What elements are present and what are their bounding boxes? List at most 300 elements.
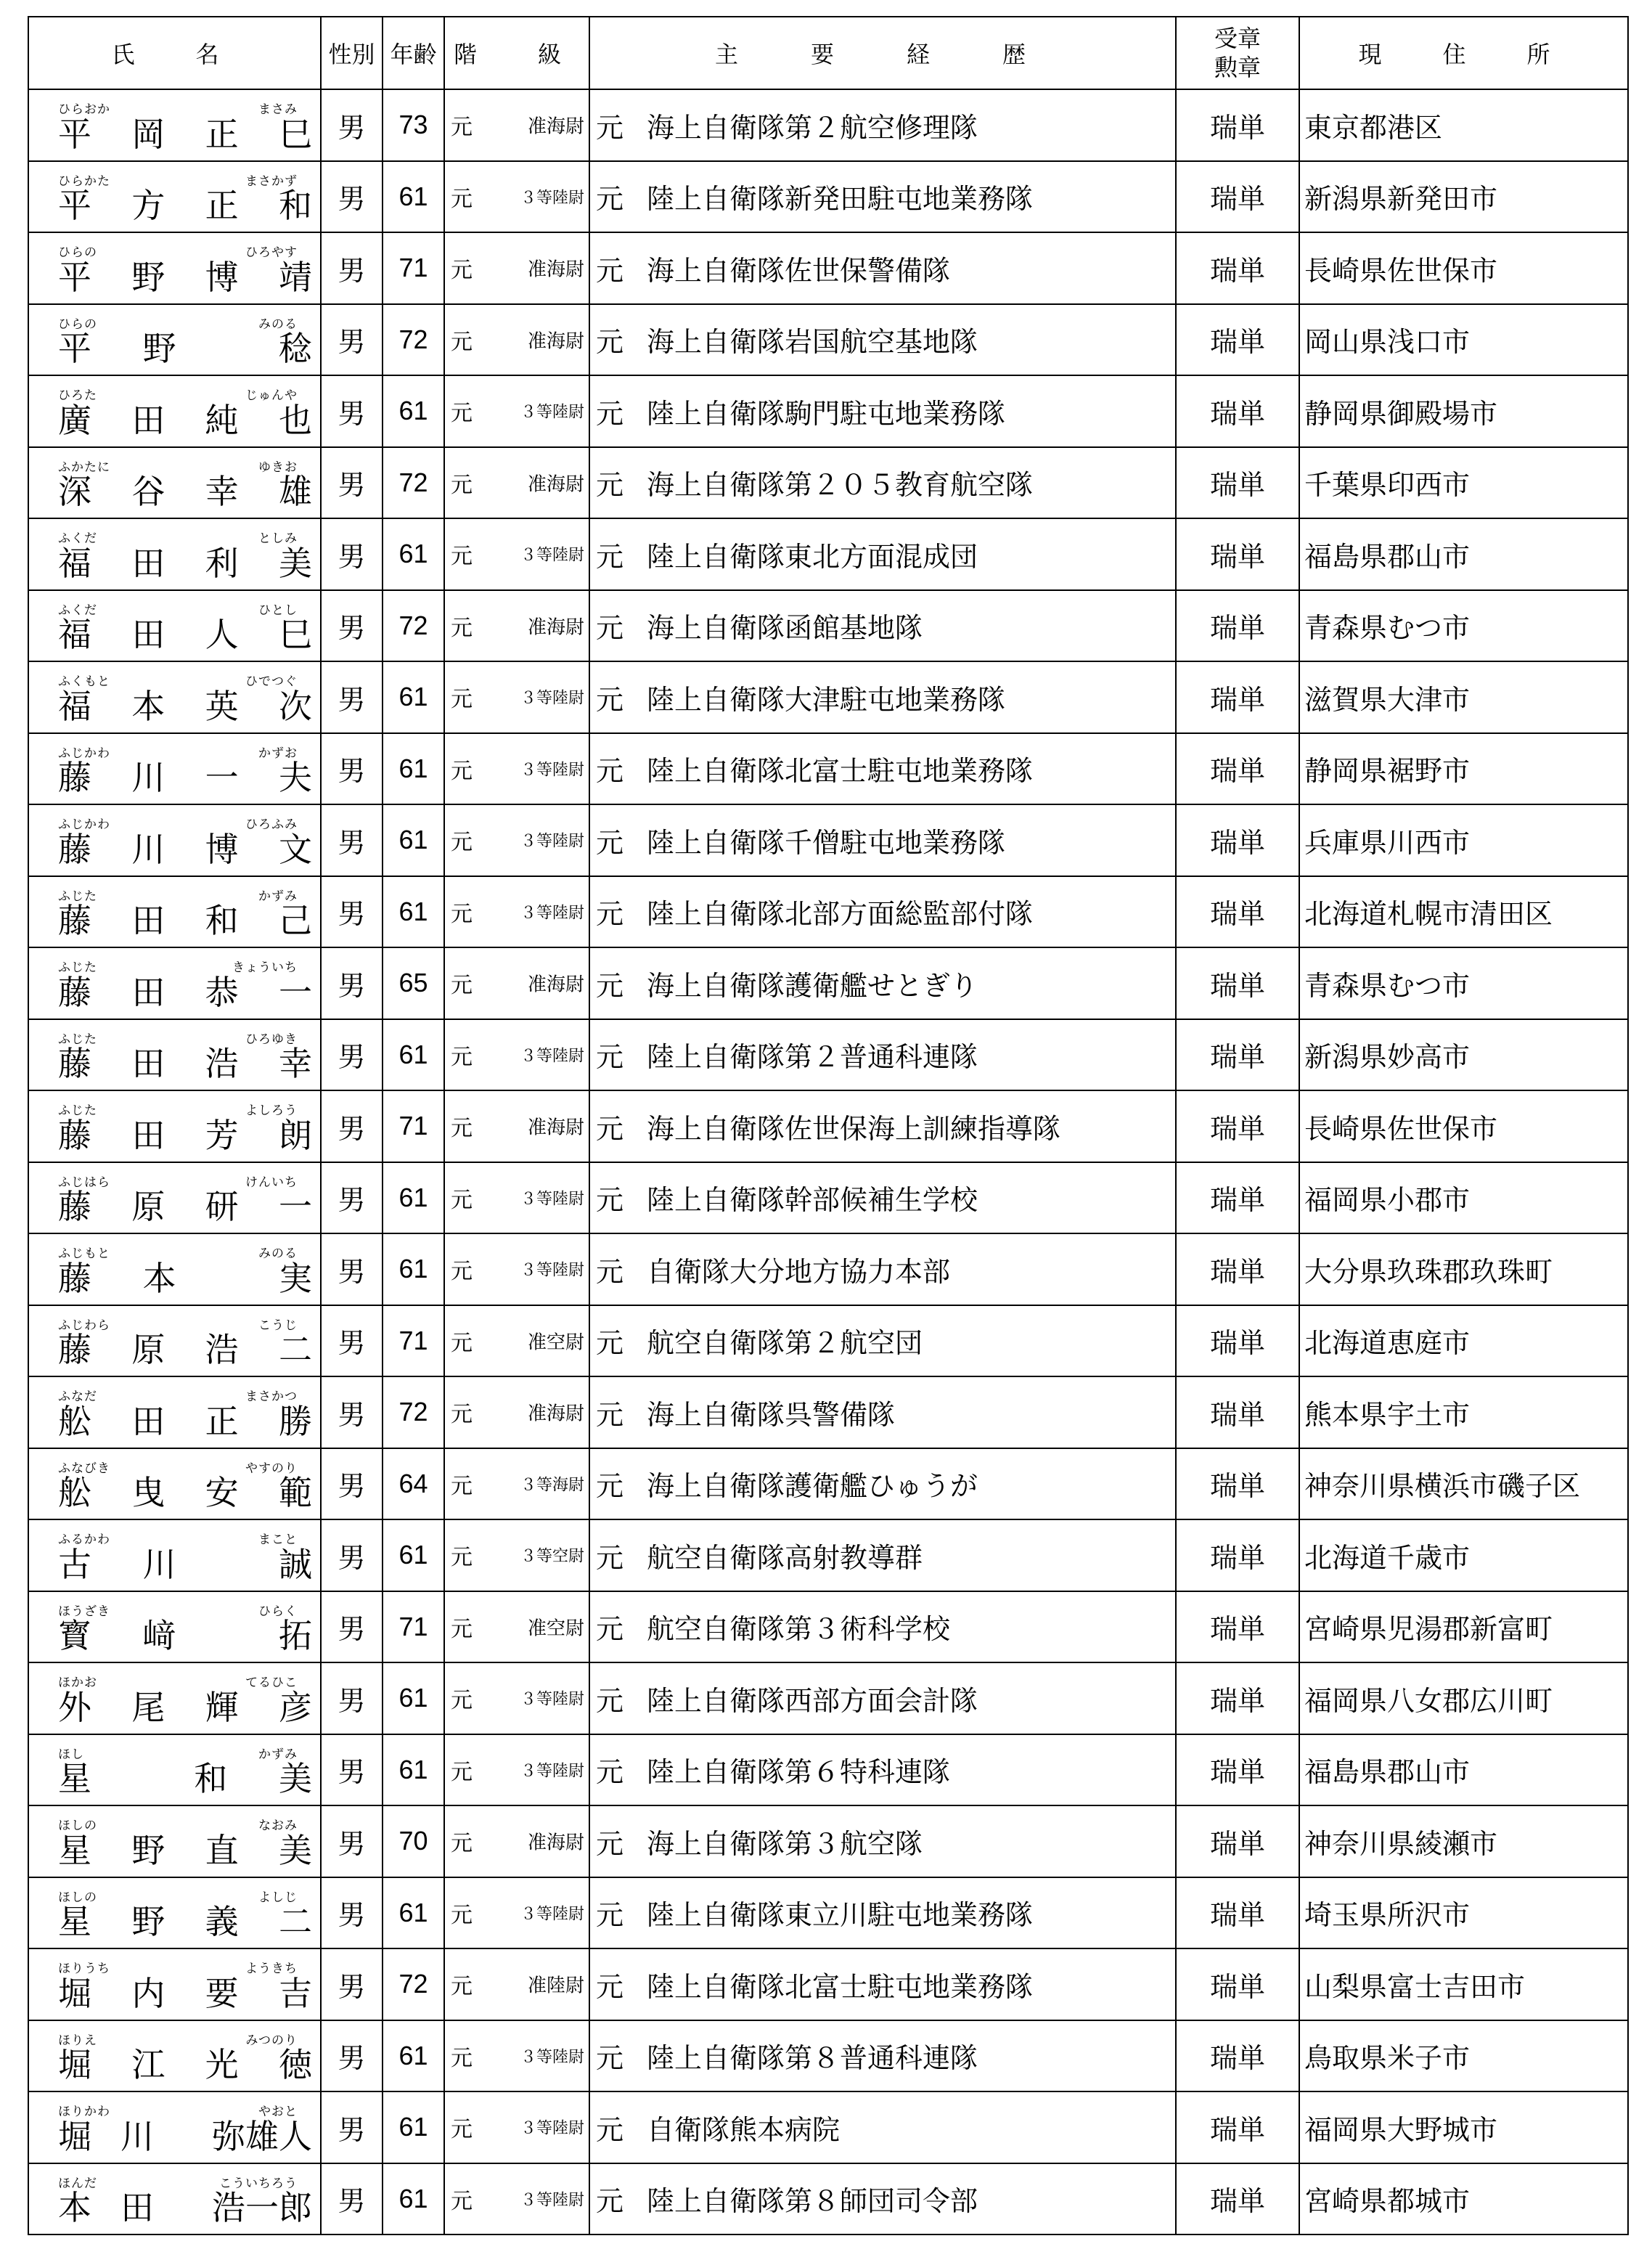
surname-reading: ひらおか <box>58 102 110 117</box>
career-prefix: 元 <box>596 1684 624 1717</box>
rank-prefix: 元 <box>451 1688 473 1714</box>
surname-reading: ふじた <box>58 889 97 904</box>
table-row <box>28 2091 1628 2163</box>
medal-cell: 瑞単 <box>1176 947 1299 1019</box>
career-cell <box>589 447 1176 519</box>
given-name-reading: こういちろう <box>219 2176 298 2191</box>
career-cell <box>589 1376 1176 1448</box>
address-cell: 宮崎県児湯郡新富町 <box>1299 1591 1628 1663</box>
table-row <box>28 733 1628 805</box>
age-cell: 61 <box>383 804 444 876</box>
medal-cell: 瑞単 <box>1176 1448 1299 1520</box>
rank-cell <box>444 733 589 805</box>
surname-reading: ふくもと <box>58 674 110 689</box>
rank-value: ３等陸尉 <box>520 904 584 923</box>
table-row <box>28 1948 1628 2020</box>
career-prefix: 元 <box>596 469 624 502</box>
table-row <box>28 375 1628 447</box>
header-sex: 性別 <box>321 17 383 89</box>
awardee-roster-table <box>28 16 1629 2235</box>
age-cell: 72 <box>383 1948 444 2020</box>
age-cell: 61 <box>383 2020 444 2092</box>
header-age: 年齢 <box>383 17 444 89</box>
full-name <box>58 1752 312 1800</box>
header-address: 現 住 所 <box>1299 17 1628 89</box>
full-name <box>58 1323 312 1371</box>
career-value: 海上自衛隊第２０５教育航空隊 <box>647 469 1034 502</box>
name-cell <box>28 1305 321 1377</box>
rank-cell <box>444 1305 589 1377</box>
name-cell <box>28 518 321 590</box>
age-cell: 70 <box>383 1805 444 1877</box>
full-name <box>58 1967 312 2015</box>
career-prefix: 元 <box>596 1041 624 1074</box>
rank-value: ３等陸尉 <box>520 1905 584 1924</box>
sex-cell: 男 <box>321 1448 383 1520</box>
age-cell: 72 <box>383 1376 444 1448</box>
table-row <box>28 947 1628 1019</box>
name-char: 人 <box>205 615 239 654</box>
rank-value: ３等陸尉 <box>520 403 584 422</box>
name-cell <box>28 1805 321 1877</box>
medal-cell: 瑞単 <box>1176 1662 1299 1734</box>
table-row <box>28 447 1628 519</box>
sex-cell: 男 <box>321 375 383 447</box>
sex-cell: 男 <box>321 2091 383 2163</box>
name-cell <box>28 2163 321 2235</box>
surname-reading: ふじた <box>58 1032 97 1047</box>
full-name <box>58 2038 312 2086</box>
career-value: 自衛隊大分地方協力本部 <box>647 1255 951 1288</box>
rank-cell <box>444 1734 589 1806</box>
career-value: 海上自衛隊岩国航空基地隊 <box>647 326 978 359</box>
name-char: 一 <box>278 1187 312 1226</box>
medal-cell: 瑞単 <box>1176 590 1299 662</box>
address-cell: 北海道恵庭市 <box>1299 1305 1628 1377</box>
name-char: 彦 <box>278 1687 312 1727</box>
age-cell: 72 <box>383 447 444 519</box>
full-name <box>58 2182 312 2229</box>
given-name-reading: ひろやす <box>245 245 298 260</box>
name-char: 誠 <box>278 1544 312 1584</box>
rank-prefix: 元 <box>451 687 473 713</box>
career-cell <box>589 1734 1176 1806</box>
name-char: 寳 <box>58 1616 91 1655</box>
name-cell <box>28 375 321 447</box>
name-char: 藤 <box>58 1187 91 1226</box>
name-char: 方 <box>131 186 165 225</box>
career-cell <box>589 304 1176 376</box>
medal-cell: 瑞単 <box>1176 661 1299 733</box>
address-cell: 山梨県富士吉田市 <box>1299 1948 1628 2020</box>
name-char: 靖 <box>278 257 312 297</box>
header-name: 氏 名 <box>28 17 321 89</box>
rank-prefix: 元 <box>451 1759 473 1785</box>
rank-prefix: 元 <box>451 1974 473 2000</box>
name-cell <box>28 1233 321 1305</box>
given-name-reading: みつのり <box>245 2033 298 2048</box>
name-cell <box>28 89 321 161</box>
medal-cell: 瑞単 <box>1176 1877 1299 1949</box>
rank-prefix: 元 <box>451 115 473 141</box>
career-value: 航空自衛隊高射教導群 <box>647 1541 923 1574</box>
rank-value: ３等陸尉 <box>520 761 584 780</box>
name-char: 﨑 <box>142 1616 176 1655</box>
sex-cell: 男 <box>321 1019 383 1091</box>
table-row <box>28 661 1628 733</box>
sex-cell: 男 <box>321 1519 383 1591</box>
table-row <box>28 518 1628 590</box>
name-char: 稔 <box>278 329 312 368</box>
name-char: 和 <box>205 901 239 940</box>
career-value: 陸上自衛隊東北方面混成団 <box>647 540 978 573</box>
surname-reading: ほうざき <box>58 1604 110 1619</box>
career-cell <box>589 2091 1176 2163</box>
sex-cell: 男 <box>321 447 383 519</box>
career-value: 陸上自衛隊西部方面会計隊 <box>647 1684 978 1717</box>
medal-cell: 瑞単 <box>1176 2163 1299 2235</box>
career-value: 陸上自衛隊第６特科連隊 <box>647 1756 951 1789</box>
career-prefix: 元 <box>596 2113 624 2146</box>
name-char: 二 <box>278 1902 312 1941</box>
career-cell <box>589 947 1176 1019</box>
rank-prefix: 元 <box>451 1330 473 1356</box>
rank-cell <box>444 447 589 519</box>
surname-reading: ほりえ <box>58 2033 97 2048</box>
medal-cell: 瑞単 <box>1176 1305 1299 1377</box>
name-cell <box>28 1448 321 1520</box>
name-char: 野 <box>142 329 176 368</box>
surname-reading: ほかお <box>58 1676 97 1690</box>
career-value: 陸上自衛隊北富士駐屯地業務隊 <box>647 1970 1034 2003</box>
rank-prefix: 元 <box>451 329 473 355</box>
name-char: 勝 <box>278 1401 312 1441</box>
sex-cell: 男 <box>321 1305 383 1377</box>
sex-cell: 男 <box>321 947 383 1019</box>
career-prefix: 元 <box>596 1255 624 1288</box>
career-cell <box>589 1090 1176 1162</box>
table-row <box>28 1376 1628 1448</box>
sex-cell: 男 <box>321 1233 383 1305</box>
medal-cell: 瑞単 <box>1176 89 1299 161</box>
given-name-reading: よしじ <box>258 1890 298 1905</box>
career-prefix: 元 <box>596 826 624 859</box>
sex-cell: 男 <box>321 1090 383 1162</box>
career-cell <box>589 876 1176 948</box>
full-name <box>58 680 312 728</box>
given-name-reading: てるひこ <box>245 1676 298 1690</box>
career-prefix: 元 <box>596 111 624 144</box>
full-name <box>58 1395 312 1443</box>
rank-prefix: 元 <box>451 186 473 212</box>
name-cell <box>28 304 321 376</box>
rank-value: 准海尉 <box>527 1832 584 1854</box>
career-cell <box>589 1162 1176 1234</box>
address-cell: 東京都港区 <box>1299 89 1628 161</box>
name-cell <box>28 2020 321 2092</box>
rank-cell <box>444 947 589 1019</box>
given-name-reading: きょういち <box>232 960 298 975</box>
name-char: 芳 <box>205 1115 239 1155</box>
name-char: 岡 <box>131 114 165 154</box>
medal-cell: 瑞単 <box>1176 518 1299 590</box>
surname-reading: ほりかわ <box>58 2105 110 2119</box>
name-char: 藤 <box>58 1330 91 1369</box>
rank-value: ３等空尉 <box>520 1547 584 1566</box>
full-name <box>58 608 312 656</box>
medal-cell: 瑞単 <box>1176 161 1299 233</box>
rank-prefix: 元 <box>451 1831 473 1857</box>
rank-value: ３等陸尉 <box>520 2048 584 2067</box>
given-name-reading: ようきち <box>245 1962 298 1976</box>
career-prefix: 元 <box>596 2185 624 2218</box>
age-cell: 61 <box>383 1162 444 1234</box>
age-cell: 71 <box>383 232 444 304</box>
medal-cell: 瑞単 <box>1176 375 1299 447</box>
career-value: 陸上自衛隊幹部候補生学校 <box>647 1184 978 1217</box>
name-char: 安 <box>205 1473 239 1512</box>
rank-cell <box>444 2020 589 2092</box>
surname-reading: ひろた <box>58 388 97 403</box>
given-name-reading: ひでつぐ <box>245 674 298 689</box>
career-prefix: 元 <box>596 612 624 645</box>
name-char: 一 <box>278 972 312 1012</box>
full-name <box>58 322 312 370</box>
address-cell: 新潟県新発田市 <box>1299 161 1628 233</box>
career-cell <box>589 161 1176 233</box>
name-char: 川 <box>120 2116 154 2156</box>
name-char: 正 <box>205 186 239 225</box>
full-name <box>58 1824 312 1872</box>
sex-cell: 男 <box>321 1162 383 1234</box>
age-cell: 65 <box>383 947 444 1019</box>
name-char: 二 <box>278 1330 312 1369</box>
rank-cell <box>444 590 589 662</box>
age-cell: 61 <box>383 876 444 948</box>
rank-prefix: 元 <box>451 1187 473 1213</box>
age-cell: 61 <box>383 2091 444 2163</box>
rank-cell <box>444 1805 589 1877</box>
name-cell <box>28 804 321 876</box>
header-medal-line1: 受章 <box>1214 25 1261 52</box>
age-cell: 72 <box>383 304 444 376</box>
full-name <box>58 2110 312 2158</box>
surname-reading: ふじかわ <box>58 817 110 832</box>
age-cell: 61 <box>383 1019 444 1091</box>
table-row <box>28 1805 1628 1877</box>
name-char: 一 <box>205 758 239 797</box>
rank-cell <box>444 2091 589 2163</box>
surname-reading: ふるかわ <box>58 1532 110 1547</box>
career-prefix: 元 <box>596 755 624 788</box>
medal-cell: 瑞単 <box>1176 1519 1299 1591</box>
name-char: 舩 <box>58 1473 91 1512</box>
name-char: 輝 <box>205 1687 239 1727</box>
career-prefix: 元 <box>596 1970 624 2003</box>
age-cell: 72 <box>383 590 444 662</box>
sex-cell: 男 <box>321 1734 383 1806</box>
career-cell <box>589 590 1176 662</box>
rank-value: 准陸尉 <box>527 1975 584 1997</box>
surname-reading: ふじもと <box>58 1246 110 1261</box>
rank-prefix: 元 <box>451 544 473 570</box>
age-cell: 61 <box>383 161 444 233</box>
sex-cell: 男 <box>321 1948 383 2020</box>
name-char: 吉 <box>278 1973 312 2013</box>
career-cell <box>589 1662 1176 1734</box>
age-cell: 71 <box>383 1591 444 1663</box>
career-cell <box>589 733 1176 805</box>
name-char: 英 <box>205 686 239 726</box>
name-char: 平 <box>58 186 91 225</box>
rank-value: 准海尉 <box>527 115 584 138</box>
name-char: 堀 <box>58 2116 91 2156</box>
name-char: 福 <box>58 543 91 583</box>
address-cell: 鳥取県米子市 <box>1299 2020 1628 2092</box>
name-char: 福 <box>58 686 91 726</box>
given-name-reading: ひとし <box>258 603 298 618</box>
name-char: 福 <box>58 615 91 654</box>
rank-value: ３等陸尉 <box>520 689 584 708</box>
name-char: 直 <box>205 1830 239 1870</box>
name-char: 江 <box>131 2045 165 2084</box>
age-cell: 61 <box>383 1233 444 1305</box>
sex-cell: 男 <box>321 876 383 948</box>
surname-reading: ほし <box>58 1747 84 1762</box>
career-value: 陸上自衛隊千僧駐屯地業務隊 <box>647 826 1006 859</box>
name-char: 田 <box>131 615 165 654</box>
career-prefix: 元 <box>596 397 624 430</box>
address-cell: 福島県郡山市 <box>1299 1734 1628 1806</box>
table-row <box>28 1233 1628 1305</box>
rank-value: ３等陸尉 <box>520 1047 584 1066</box>
name-cell <box>28 1734 321 1806</box>
name-char: 利 <box>205 543 239 583</box>
career-value: 陸上自衛隊北部方面総監部付隊 <box>647 898 1034 931</box>
medal-cell: 瑞単 <box>1176 2091 1299 2163</box>
rank-cell <box>444 1090 589 1162</box>
name-char: 巳 <box>278 114 312 154</box>
career-prefix: 元 <box>596 1899 624 1932</box>
name-char: 本 <box>142 1258 176 1298</box>
career-value: 陸上自衛隊新発田駐屯地業務隊 <box>647 183 1034 216</box>
rank-prefix: 元 <box>451 973 473 999</box>
name-cell <box>28 733 321 805</box>
name-char: 堀 <box>58 1973 91 2013</box>
name-char: 次 <box>278 686 312 726</box>
full-name <box>58 1609 312 1657</box>
medal-cell: 瑞単 <box>1176 1376 1299 1448</box>
header-career: 主 要 経 歴 <box>589 17 1176 89</box>
name-char: 平 <box>58 114 91 154</box>
career-prefix: 元 <box>596 2042 624 2075</box>
career-cell <box>589 1805 1176 1877</box>
name-char: 深 <box>58 472 91 511</box>
name-char: 野 <box>131 1902 165 1941</box>
address-cell: 兵庫県川西市 <box>1299 804 1628 876</box>
table-row <box>28 232 1628 304</box>
career-cell <box>589 1519 1176 1591</box>
given-name-reading: よしろう <box>245 1103 298 1118</box>
name-char: 川 <box>142 1544 176 1584</box>
name-char: 内 <box>131 1973 165 2013</box>
name-char: 浩一郎 <box>212 2188 312 2227</box>
age-cell: 73 <box>383 89 444 161</box>
surname-reading: ふじわら <box>58 1318 110 1333</box>
address-cell: 静岡県裾野市 <box>1299 733 1628 805</box>
name-char: 弥雄人 <box>212 2116 312 2156</box>
age-cell: 61 <box>383 733 444 805</box>
name-char: 田 <box>131 1401 165 1441</box>
name-char: 己 <box>278 901 312 940</box>
rank-cell <box>444 304 589 376</box>
name-cell <box>28 1519 321 1591</box>
table-row <box>28 89 1628 161</box>
name-char: 藤 <box>58 1044 91 1083</box>
career-prefix: 元 <box>596 1470 624 1503</box>
age-cell: 61 <box>383 661 444 733</box>
given-name-reading: まさかず <box>245 174 298 189</box>
career-value: 陸上自衛隊大津駐屯地業務隊 <box>647 683 1006 716</box>
name-char: 田 <box>131 901 165 940</box>
rank-value: 准海尉 <box>527 1403 584 1425</box>
address-cell: 静岡県御殿場市 <box>1299 375 1628 447</box>
surname-reading: ほしの <box>58 1890 97 1905</box>
surname-reading: ふなびき <box>58 1461 110 1476</box>
rank-prefix: 元 <box>451 401 473 427</box>
given-name-reading: かずみ <box>258 889 298 904</box>
surname-reading: ふなだ <box>58 1389 97 1404</box>
table-row <box>28 1662 1628 1734</box>
full-name <box>58 1180 312 1228</box>
career-value: 海上自衛隊佐世保海上訓練指導隊 <box>647 1112 1061 1145</box>
name-char: 義 <box>205 1902 239 1941</box>
name-char: 星 <box>58 1759 91 1798</box>
full-name <box>58 465 312 513</box>
career-prefix: 元 <box>596 1112 624 1145</box>
name-char: 本 <box>58 2188 91 2227</box>
name-char: 雄 <box>278 472 312 511</box>
full-name <box>58 823 312 871</box>
rank-prefix: 元 <box>451 830 473 856</box>
rank-value: ３等陸尉 <box>520 1190 584 1209</box>
career-value: 海上自衛隊第２航空修理隊 <box>647 111 978 144</box>
name-cell <box>28 447 321 519</box>
rank-cell <box>444 518 589 590</box>
name-cell <box>28 661 321 733</box>
name-char: 藤 <box>58 829 91 869</box>
career-cell <box>589 1877 1176 1949</box>
name-char: 也 <box>278 400 312 440</box>
table-row <box>28 2163 1628 2235</box>
career-cell <box>589 1948 1176 2020</box>
career-prefix: 元 <box>596 540 624 573</box>
name-char: 田 <box>131 543 165 583</box>
full-name <box>58 1252 312 1300</box>
career-value: 航空自衛隊第３術科学校 <box>647 1613 951 1646</box>
given-name-reading: じゅんや <box>245 388 298 403</box>
career-prefix: 元 <box>596 1541 624 1574</box>
name-char: 朗 <box>278 1115 312 1155</box>
full-name <box>58 1037 312 1085</box>
name-char: 和 <box>278 186 312 225</box>
table-row <box>28 1877 1628 1949</box>
surname-reading: ほりうち <box>58 1962 110 1976</box>
name-cell <box>28 1162 321 1234</box>
age-cell: 71 <box>383 1090 444 1162</box>
table-row <box>28 1448 1628 1520</box>
address-cell: 岡山県浅口市 <box>1299 304 1628 376</box>
